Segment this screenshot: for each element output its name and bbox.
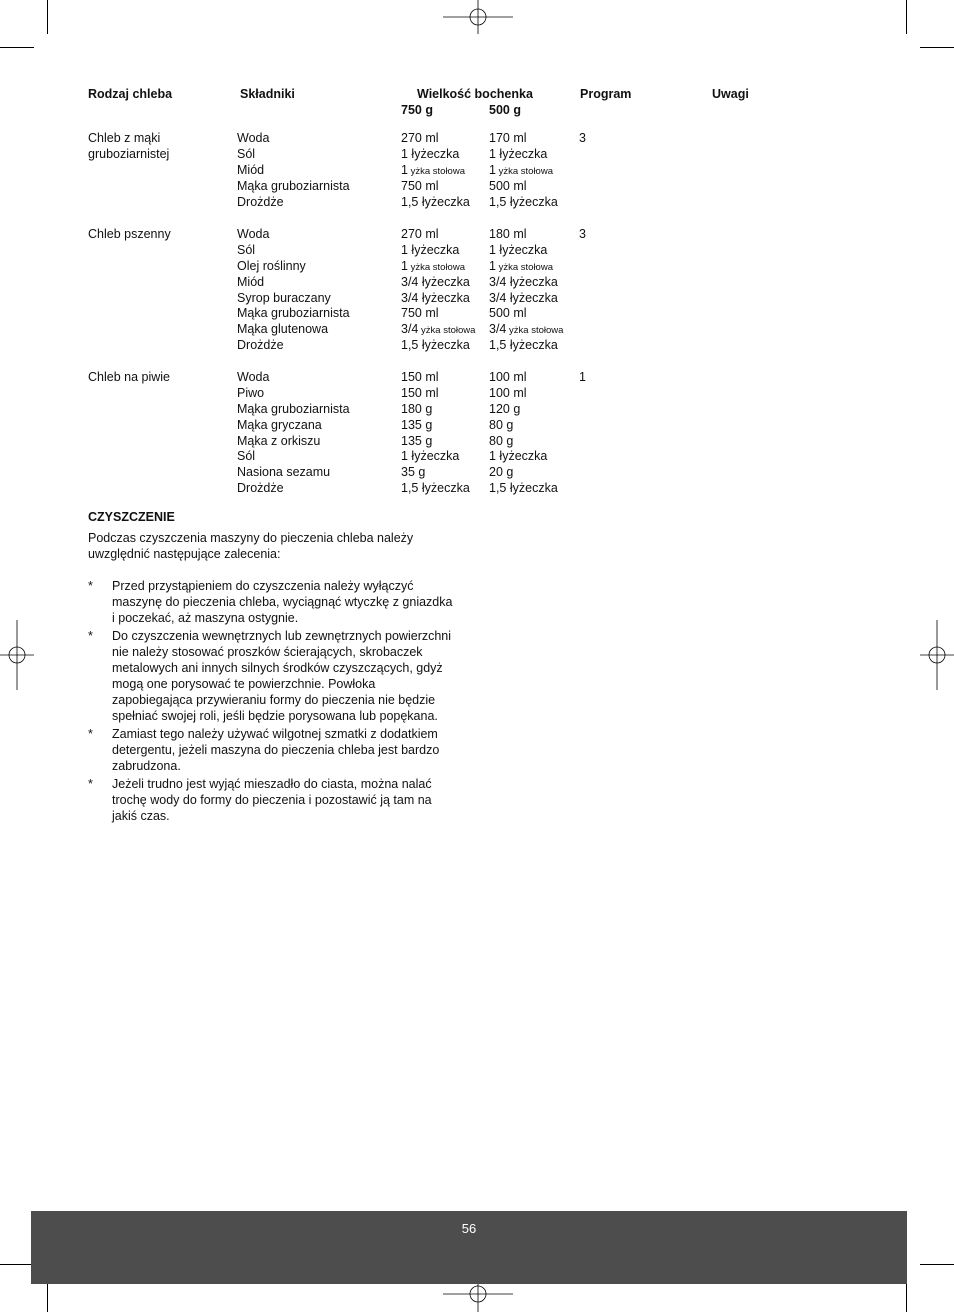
quantity-item: 180 ml (489, 227, 527, 241)
cleaning-bullet-item (88, 776, 468, 824)
bread-name (88, 227, 171, 243)
quantity-item: 3/4 yżka stołowa (489, 322, 564, 337)
quantity-item: 35 g (401, 465, 426, 480)
header-notes: Uwagi (712, 87, 749, 101)
header-size-750: 750 g (401, 103, 433, 117)
quantity-item: 1 łyżeczka (401, 146, 460, 161)
quantity-item: 80 g (489, 433, 514, 448)
quantity-item: 180 g (401, 401, 433, 416)
ingredient-item: Sól (237, 242, 256, 257)
quantity-item: 270 ml (401, 227, 439, 241)
ingredient-item: Drożdże (237, 194, 284, 209)
quantity-item: 100 ml (489, 370, 527, 384)
quantity-item: 750 ml (401, 306, 439, 321)
bullet-text: Jeżeli trudno jest wyjąć mieszadło do ciasta, można nalać trochę wody do formy do pieczenia i pozostawić ją tam na jakiś czas. (112, 777, 432, 823)
quantity-item: 150 ml (401, 370, 439, 384)
bullet-symbol: * (88, 629, 93, 643)
ingredient-item: Drożdże (237, 481, 284, 496)
quantity-item: 1,5 łyżeczka (401, 338, 470, 353)
ingredient-item: Woda (237, 131, 270, 145)
header-ingredients: Składniki (240, 87, 295, 101)
crop-mark-top-left-vertical (47, 0, 48, 34)
ingredient-item: Woda (237, 227, 270, 241)
ingredient-item: Miód (237, 274, 265, 289)
crop-mark-top-left-horizontal (0, 47, 34, 48)
header-size-500: 500 g (489, 103, 521, 117)
crop-mark-top-right-horizontal (920, 47, 954, 48)
cleaning-title: CZYSZCZENIE (88, 510, 175, 524)
quantity-item: 80 g (489, 417, 514, 432)
footer-bar (31, 1211, 907, 1284)
quantity-item: 1 łyżeczka (401, 242, 460, 257)
quantity-item: 3/4 łyżeczka (489, 290, 558, 305)
cleaning-bullet-item (88, 726, 468, 774)
quantity-item: 1 yżka stołowa (489, 162, 553, 177)
header-bread-type: Rodzaj chleba (88, 87, 173, 101)
quantity-item: 3/4 łyżeczka (489, 274, 558, 289)
page-number: 56 (461, 1221, 477, 1236)
quantity-item: 1 yżka stołowa (489, 258, 553, 273)
quantity-item: 1 yżka stołowa (401, 258, 465, 273)
ingredient-item: Piwo (237, 385, 265, 400)
quantity-item: 500 ml (489, 178, 527, 193)
header-program: Program (580, 87, 632, 101)
ingredient-item: Mąka gruboziarnista (237, 306, 350, 321)
ingredient-item: Woda (237, 370, 270, 384)
header-loaf-size: Wielkość bochenka (417, 87, 533, 101)
ingredient-item: Mąka gruboziarnista (237, 401, 350, 416)
cleaning-bullet-item (88, 628, 468, 724)
bread-name-line: Chleb pszenny (88, 227, 171, 241)
quantity-item: 750 ml (401, 178, 439, 193)
bread-name (88, 131, 169, 163)
registration-mark-left (0, 620, 36, 690)
quantity-item: 1,5 łyżeczka (489, 481, 558, 496)
ingredient-list (237, 227, 350, 354)
crop-mark-bottom-left-horizontal (0, 1264, 34, 1265)
ingredient-list (237, 131, 350, 210)
program-number: 3 (579, 227, 586, 241)
quantity-item: 135 g (401, 417, 433, 432)
quantity-item: 1,5 łyżeczka (489, 338, 558, 353)
quantity-item: 1 łyżeczka (489, 146, 548, 161)
bullet-text: Przed przystąpieniem do czyszczenia należy wyłączyć maszynę do pieczenia chleba, wyciągnąć wtyczkę z gniazdka i poczekać, aż maszyna ostygnie. (112, 579, 453, 625)
ingredient-item: Miód (237, 162, 265, 177)
ingredient-item: Sól (237, 146, 256, 161)
quantity-item: 500 ml (489, 306, 527, 321)
program-number: 3 (579, 131, 586, 145)
quantity-item: 1 łyżeczka (489, 242, 548, 257)
ingredient-item: Mąka gryczana (237, 417, 322, 432)
bullet-symbol: * (88, 579, 93, 593)
ingredient-item: Mąka gruboziarnista (237, 178, 350, 193)
quantity-500-list (489, 227, 563, 354)
bread-name-line: Chleb na piwie (88, 370, 170, 384)
bullet-text: Zamiast tego należy używać wilgotnej szmatki z dodatkiem detergentu, jeżeli maszyna do pieczenia chleba jest bardzo zabrudzona. (112, 727, 440, 773)
crop-mark-top-right-vertical (906, 0, 907, 34)
quantity-item: 1 łyżeczka (489, 449, 548, 464)
cleaning-intro: Podczas czyszczenia maszyny do pieczenia chleba należy uwzględnić następujące zalecenia: (88, 531, 414, 561)
quantity-item: 150 ml (401, 385, 439, 400)
quantity-750-list (401, 370, 470, 497)
quantity-item: 100 ml (489, 385, 527, 400)
quantity-item: 20 g (489, 465, 514, 480)
program-number: 1 (579, 370, 586, 384)
crop-mark-bottom-right-horizontal (920, 1264, 954, 1265)
registration-mark-right (918, 620, 954, 690)
quantity-item: 135 g (401, 433, 433, 448)
bread-name-line: Chleb z mąki (88, 131, 161, 145)
quantity-item: 120 g (489, 401, 521, 416)
quantity-item: 3/4 łyżeczka (401, 290, 470, 305)
quantity-item: 1 łyżeczka (401, 449, 460, 464)
cleaning-bullet-item (88, 578, 468, 626)
bread-name (88, 370, 170, 386)
registration-mark-top (443, 0, 513, 36)
cleaning-bullet-list (88, 578, 468, 826)
ingredient-item: Drożdże (237, 338, 284, 353)
quantity-item: 170 ml (489, 131, 527, 145)
quantity-item: 1,5 łyżeczka (401, 194, 470, 209)
quantity-item: 3/4 łyżeczka (401, 274, 470, 289)
ingredient-list (237, 370, 350, 497)
bread-name-line: gruboziarnistej (88, 146, 170, 161)
quantity-750-list (401, 227, 475, 354)
bullet-text: Do czyszczenia wewnętrznych lub zewnętrznych powierzchni nie należy stosować proszków ścierających, skrobaczek metalowych ani innych silnych środków czyszczących, gdyż mogą one porysować te powierzchnie. Powłoka zapobiegająca przywieraniu formy do pieczenia nie będzie spełniać swojej roli, jeśli będzie porysowana lub popękana. (112, 629, 452, 723)
quantity-500-list (489, 131, 558, 210)
bullet-symbol: * (88, 727, 93, 741)
quantity-item: 270 ml (401, 131, 439, 145)
ingredient-item: Nasiona sezamu (237, 465, 331, 480)
ingredient-item: Mąka z orkiszu (237, 433, 321, 448)
ingredient-item: Mąka glutenowa (237, 322, 329, 337)
quantity-item: 1,5 łyżeczka (401, 481, 470, 496)
quantity-750-list (401, 131, 470, 210)
quantity-item: 1 yżka stołowa (401, 162, 465, 177)
ingredient-item: Olej roślinny (237, 258, 306, 273)
ingredient-item: Sól (237, 449, 256, 464)
ingredient-item: Syrop buraczany (237, 290, 331, 305)
bullet-symbol: * (88, 777, 93, 791)
quantity-item: 3/4 yżka stołowa (401, 322, 476, 337)
quantity-500-list (489, 370, 558, 497)
quantity-item: 1,5 łyżeczka (489, 194, 558, 209)
